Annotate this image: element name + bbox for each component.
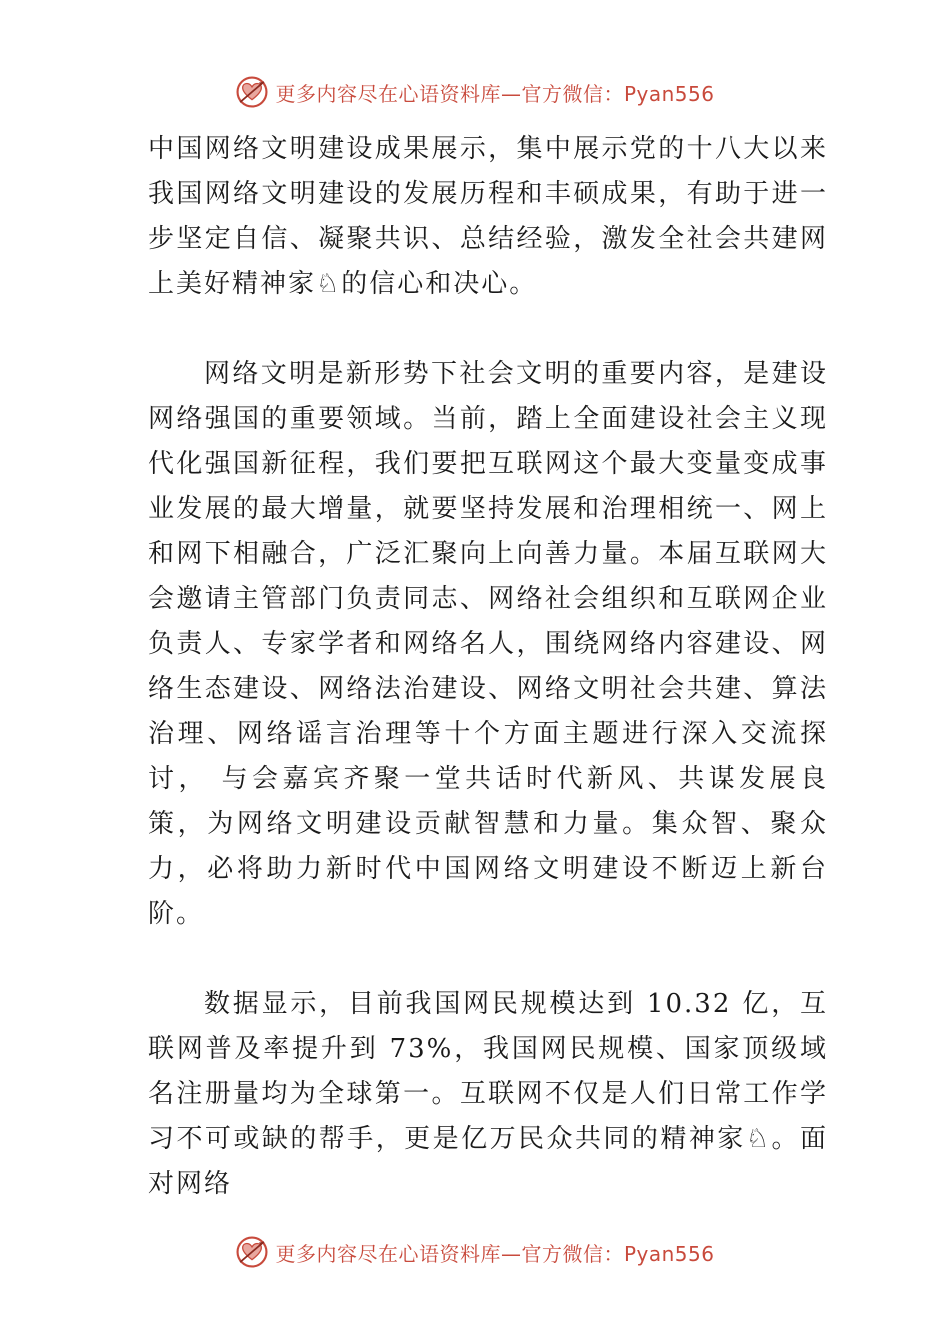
document-body [148,127,828,1207]
heart-arrow-logo-icon [235,1235,269,1269]
paragraph-2: 网络文明是新形势下社会文明的重要内容，是建设网络强国的重要领域。当前，踏上全面建设社会主义现代化强国新征程，我们要把互联网这个最大变量变成事业发展的最大增量，就要坚持发展和治理相统一、网上和网下相融合，广泛汇聚向上向善力量。本届互联网大会邀请主管部门负责同志、网络社会组织和互联网企业负责人、专家学者和网络名人，围绕网络内容建设、网络生态建设、网络法治建设、网络文明社会共建、算法治理、网络谣言治理等十个方面主题进行深入交流探讨， 与会嘉宾齐聚一堂共话时代新风、共谋发展良策，为网络文明建设贡献智慧和力量。集众智、聚众力，必将助力新时代中国网络文明建设不断迈上新台阶。 [148,359,828,929]
header-banner [0,70,950,114]
paragraph-3: 数据显示，目前我国网民规模达到 10.32 亿，互联网普及率提升到 73%，我国网民规模、国家顶级域名注册量均为全球第一。互联网不仅是人们日常工作学习不可或缺的帮手，更是亿万民众共同的精神家♘。面对网络 [148,989,828,1199]
header-banner-text: 更多内容尽在心语资料库—官方微信：Pyan556 [275,81,715,106]
footer-banner [0,1230,950,1274]
footer-banner-text: 更多内容尽在心语资料库—官方微信：Pyan556 [275,1241,715,1266]
paragraph-1: 中国网络文明建设成果展示，集中展示党的十八大以来我国网络文明建设的发展历程和丰硕成果，有助于进一步坚定自信、凝聚共识、总结经验，激发全社会共建网上美好精神家♘的信心和决心。 [148,134,828,299]
heart-arrow-logo-icon [235,75,269,109]
